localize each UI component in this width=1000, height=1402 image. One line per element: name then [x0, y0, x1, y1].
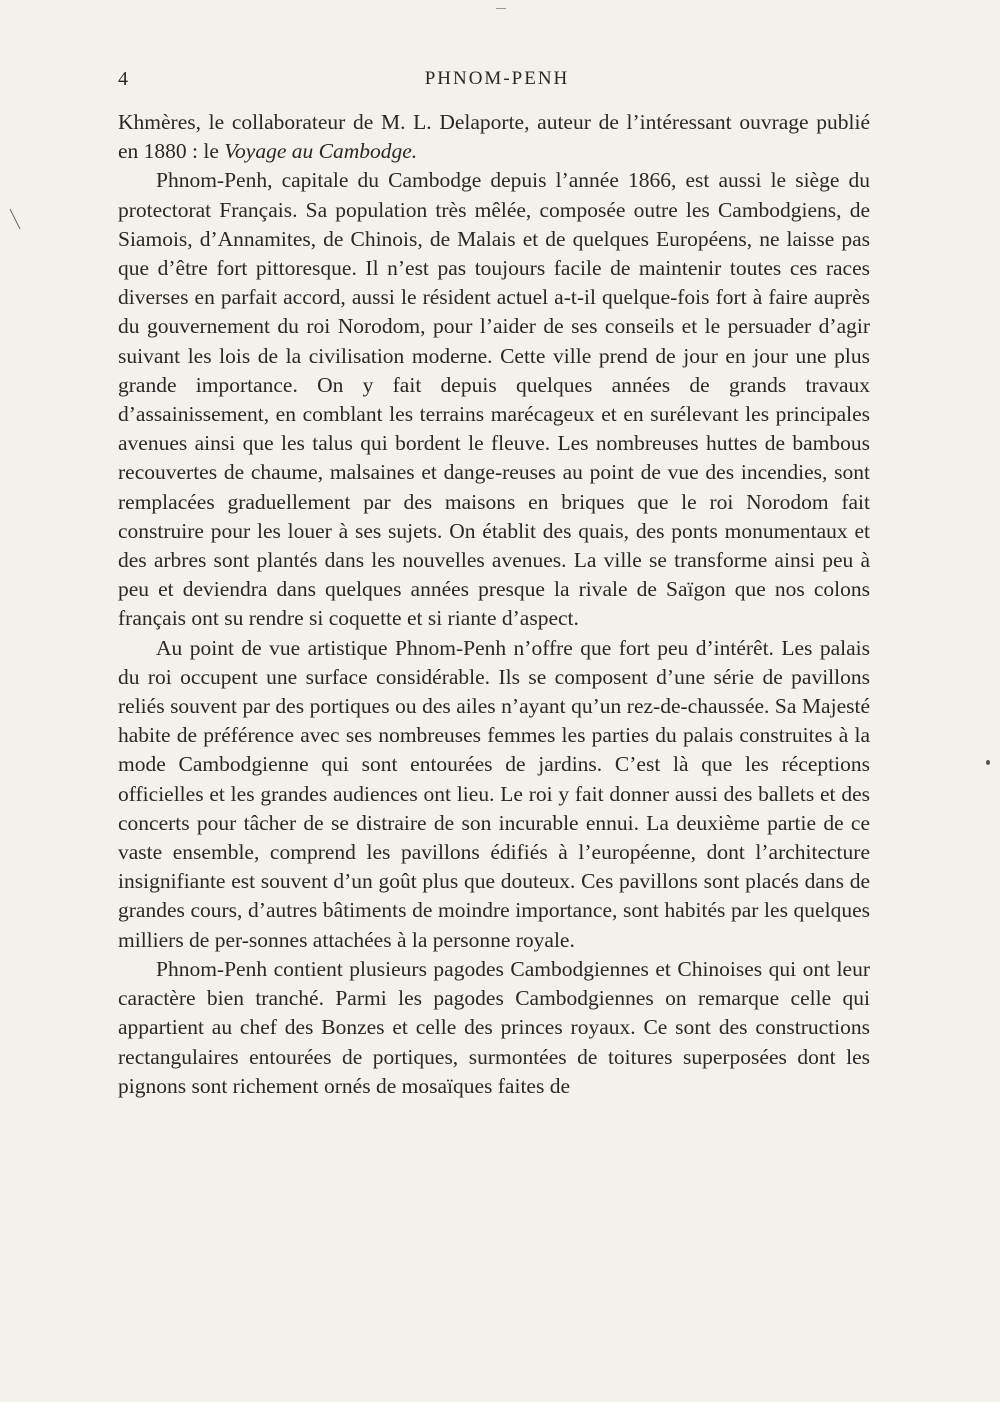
paragraph — [118, 108, 870, 166]
running-head: PHNOM-PENH — [424, 68, 570, 89]
paragraph-text: Phnom-Penh contient plusieurs pagodes Cambodgiennes et Chinoises qui ont leur caractère bien tranché. Parmi les pagodes Cambodgiennes on remarque celle qui appartient au chef des Bonzes et celle des princes royaux. Ce sont des constructions rectangulaires entourées de portiques, surmontées de toitures superposées dont les pignons sont richement ornés de mosaïques faites de — [118, 956, 870, 1098]
paragraph-text: Au point de vue artistique Phnom-Penh n’offre que fort peu d’intérêt. Les palais du roi occupent une surface considérable. Ils se composent d’une série de pavillons reliés souvent par des portiques ou des ailes n’ayant qu’un rez-de-chaussée. Sa Majesté habite de préférence avec ses nombreuses femmes les parties du palais construites à la mode Cambodgienne qui sont entourées de jardins. C’est là que les réceptions officielles et les grandes audiences ont lieu. Le roi y fait donner aussi des ballets et des concerts pour tâcher de se distraire de son incurable ennui. La deuxième partie de ce vaste ensemble, comprend les pavillons édifiés à l’européenne, dont l’architecture insignifiante est souvent d’un goût plus que douteux. Ces pavillons sont placés dans de grandes cours, d’autres bâtiments de moindre importance, sont habités par les quelques milliers de per-sonnes attachées à la personne royale. — [118, 635, 870, 952]
paragraph-text: Khmères, le collaborateur de M. L. Delaporte, auteur de l’intéressant ouvrage publié en 1880 : le — [118, 110, 870, 164]
page-number: 4 — [118, 68, 128, 90]
margin-dot — [986, 760, 990, 765]
paragraph-text: Phnom-Penh, capitale du Cambodge depuis l’année 1866, est aussi le siège du protectorat Français. Sa population très mêlée, composée outre les Cambodgiens, de Siamois, d’Annamites, de Chinois, de Malais et de quelques Européens, ne laisse pas que d’être fort pittoresque. Il n’est pas toujours facile de maintenir toutes ces races diverses en parfait accord, aussi le résident actuel a-t-il quelque-fois fort à faire auprès du gouvernement du roi Norodom, pour l’aider de ses conseils et le persuader d’agir suivant les lois de la civilisation moderne. Cette ville prend de jour en jour une plus grande importance. On y fait depuis quelques années de grands travaux d’assainissement, en comblant les terrains marécageux et en surélevant les principales avenues ainsi que les talus qui bordent le fleuve. Les nombreuses huttes de bambous recouvertes de chaume, malsaines et dange-reuses au point de vue des incendies, sont remplacées graduellement par des maisons en briques que le roi Norodom fait construire pour les louer à ses sujets. On établit des quais, des ponts monumentaux et des arbres sont plantés dans les nouvelles avenues. La ville se transforme ainsi peu à peu et deviendra dans quelques années presque la rivale de Saïgon que nos colons français ont su rendre si coquette et si riante d’aspect. — [118, 168, 870, 631]
paragraph — [118, 634, 870, 955]
page-header — [118, 68, 876, 98]
paragraph — [118, 955, 870, 1101]
page-edge-mark — [496, 8, 506, 9]
margin-pencil-mark — [8, 208, 22, 230]
body-text — [118, 108, 870, 1101]
italic-title-text: Voyage au Cambodge. — [224, 139, 418, 164]
paragraph — [118, 166, 870, 633]
